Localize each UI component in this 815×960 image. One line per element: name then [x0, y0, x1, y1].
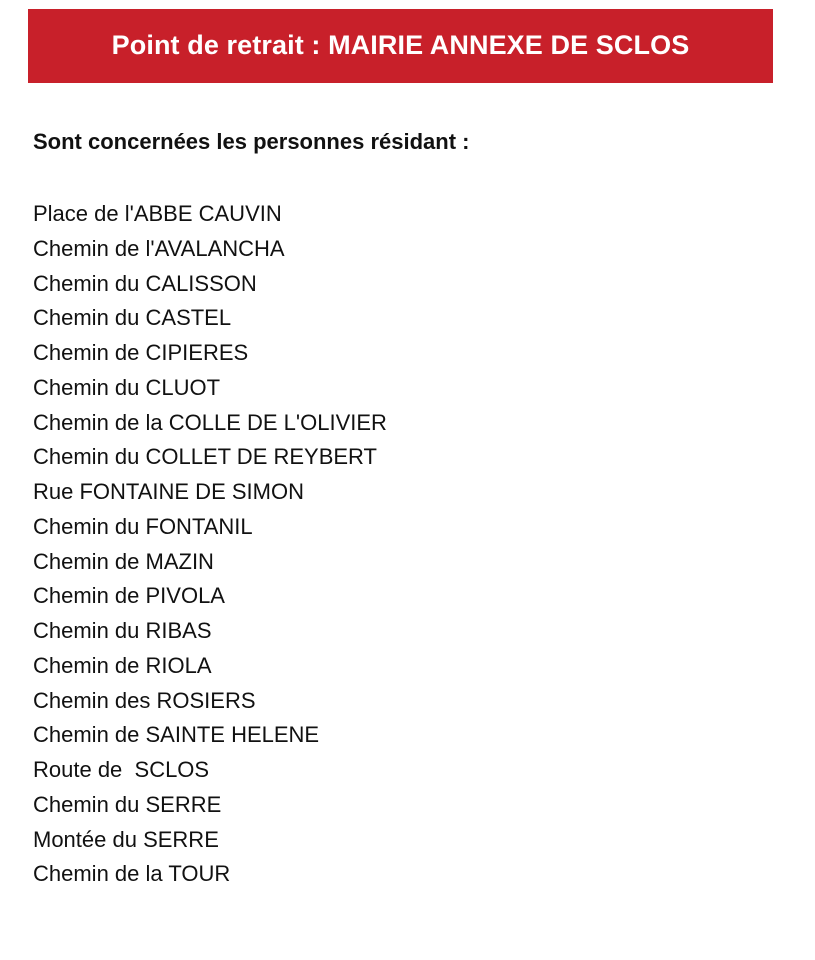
street-item: Chemin du SERRE: [33, 791, 222, 817]
street-item: Chemin de RIOLA: [33, 652, 212, 678]
street-item: Chemin du CALISSON: [33, 270, 257, 296]
page-title: Point de retrait : MAIRIE ANNEXE DE SCLOS: [111, 29, 690, 60]
street-item: Chemin de PIVOLA: [33, 583, 225, 609]
street-item: Chemin de la COLLE DE L'OLIVIER: [33, 409, 387, 435]
intro-text: Sont concernées les personnes résidant :: [33, 129, 470, 154]
street-item: Chemin de MAZIN: [33, 548, 214, 574]
street-item: Chemin du RIBAS: [33, 618, 212, 643]
street-item: Chemin de SAINTE HELENE: [33, 722, 320, 748]
street-list: [33, 197, 387, 892]
street-item: Chemin de l'AVALANCHA: [33, 235, 285, 261]
street-item: Montée du SERRE: [33, 826, 219, 852]
street-item: Rue FONTAINE DE SIMON: [33, 479, 304, 504]
street-item: Route de SCLOS: [33, 757, 210, 782]
street-item: Chemin du FONTANIL: [33, 513, 253, 539]
street-item: Chemin du COLLET DE REYBERT: [33, 444, 377, 470]
street-item: Chemin du CASTEL: [33, 305, 232, 331]
street-item: Chemin de la TOUR: [33, 861, 231, 887]
street-item: Chemin de CIPIERES: [33, 340, 249, 365]
street-item: Chemin du CLUOT: [33, 374, 221, 400]
street-item: Chemin des ROSIERS: [33, 687, 256, 713]
street-item: Place de l'ABBE CAUVIN: [33, 201, 282, 226]
header-banner: [28, 9, 773, 83]
